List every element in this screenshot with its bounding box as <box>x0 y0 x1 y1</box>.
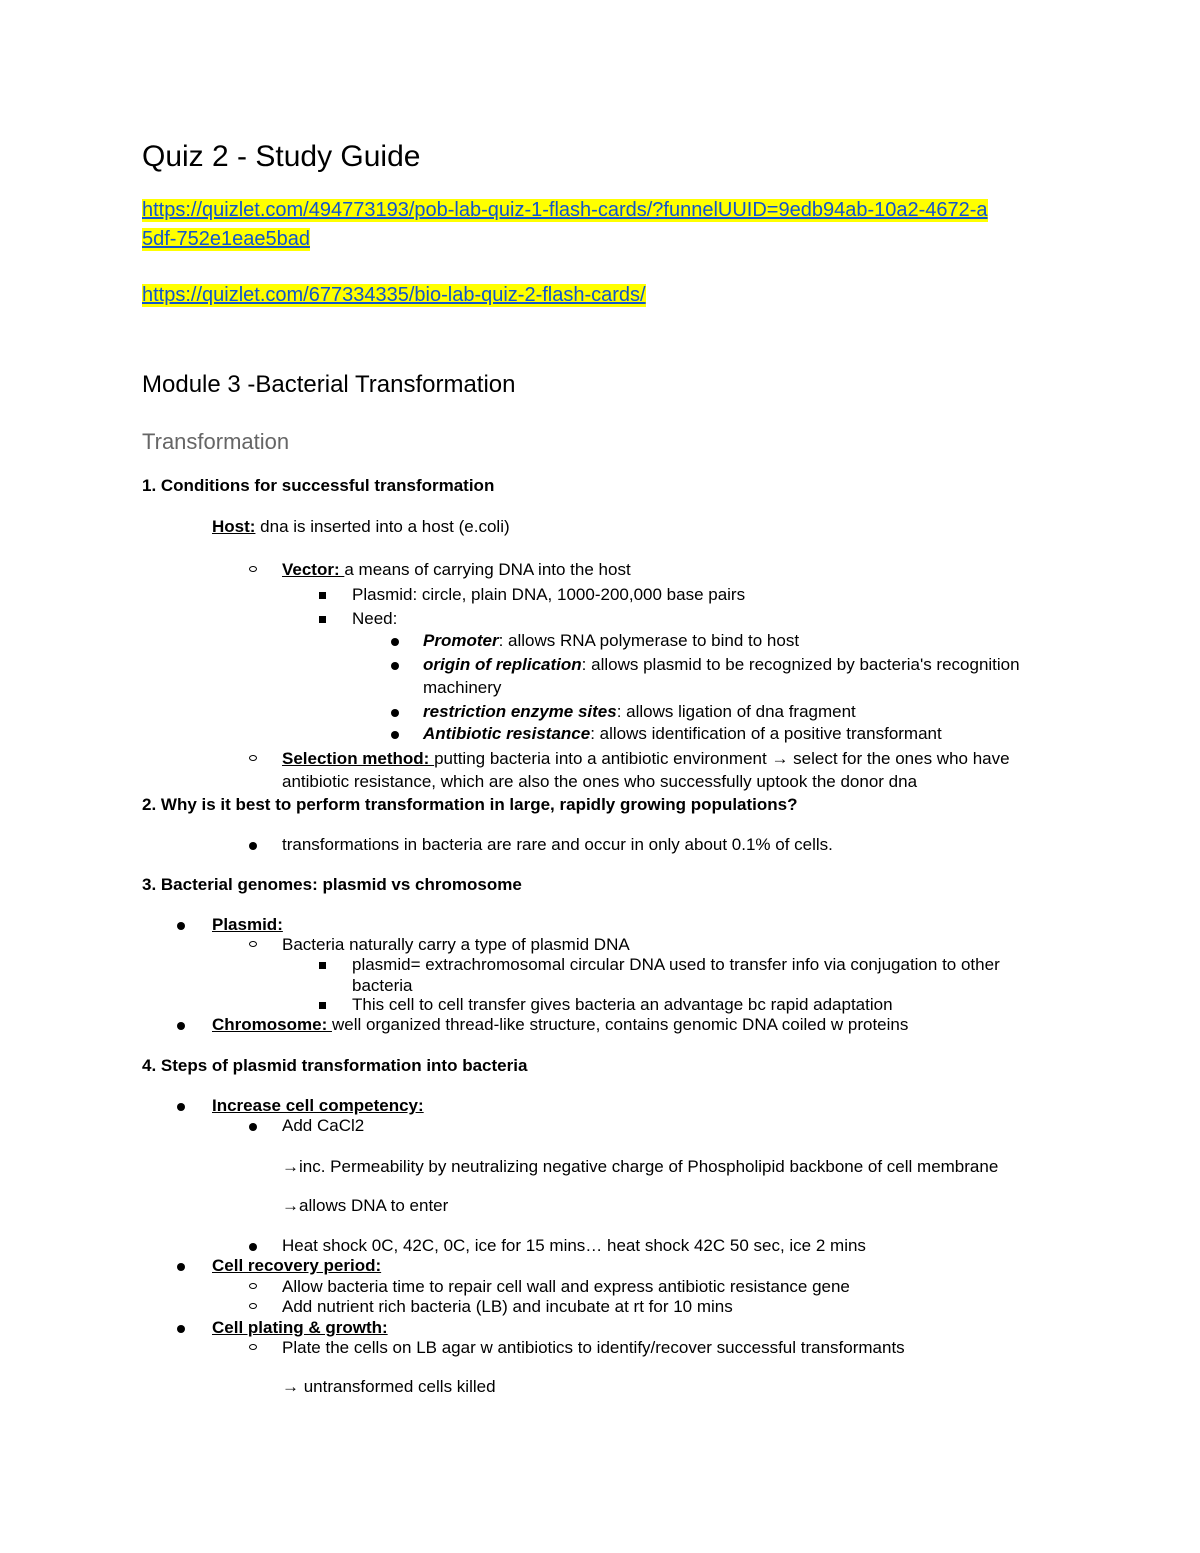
origin-text: : allows plasmid to be recognized by bacteria's recognition <box>581 655 1020 674</box>
bullet-icon <box>177 922 185 930</box>
plating-step-1: Plate the cells on LB agar w antibiotics to identify/recover successful transformants <box>282 1338 905 1357</box>
bullet-icon <box>177 1103 185 1111</box>
plating-heading: Cell plating & growth: <box>212 1318 388 1337</box>
origin-line <box>423 655 1020 675</box>
page-title: Quiz 2 - Study Guide <box>142 140 421 173</box>
bullet-icon <box>177 1022 185 1030</box>
promoter-text: : allows RNA polymerase to bind to host <box>498 631 800 650</box>
bullet-icon <box>391 709 399 717</box>
recovery-heading: Cell recovery period: <box>212 1256 382 1275</box>
host-line <box>212 517 510 537</box>
module-heading: Module 3 -Bacterial Transformation <box>142 371 516 398</box>
bullet-icon <box>177 1325 185 1333</box>
host-label: Host: <box>212 517 256 536</box>
recovery-step-1: Allow bacteria time to repair cell wall and express antibiotic resistance gene <box>282 1277 850 1296</box>
plasmid-definition-continued: bacteria <box>352 976 413 995</box>
question-2-heading: 2. Why is it best to perform transformation in large, rapidly growing populations? <box>142 795 798 814</box>
allows-dna-note: →allows DNA to enter <box>282 1196 449 1215</box>
plasmid-definition: plasmid= extrachromosomal circular DNA used to transfer info via conjugation to other <box>352 955 1000 974</box>
plasmid-advantage: This cell to cell transfer gives bacteria an advantage bc rapid adaptation <box>352 995 893 1014</box>
selection-label: Selection method: <box>282 749 435 768</box>
question-2-answer: transformations in bacteria are rare and occur in only about 0.1% of cells. <box>282 835 833 854</box>
vector-text: a means of carrying DNA into the host <box>344 560 631 579</box>
plasmid-sub: Bacteria naturally carry a type of plasmid DNA <box>282 935 630 954</box>
selection-text: putting bacteria into a antibiotic environment → select for the ones who have <box>434 749 1010 768</box>
square-bullet-icon <box>319 962 326 969</box>
hollow-bullet-icon <box>249 1344 257 1350</box>
chromosome-text: well organized thread-like structure, contains genomic DNA coiled w proteins <box>331 1015 909 1034</box>
vector-line <box>282 560 631 580</box>
promoter-line <box>423 631 799 651</box>
bullet-icon <box>249 1243 257 1251</box>
antibiotic-text: : allows identification of a positive transformant <box>590 724 942 743</box>
square-bullet-icon <box>319 592 326 599</box>
competency-heading: Increase cell competency: <box>212 1096 424 1115</box>
recovery-step-2: Add nutrient rich bacteria (LB) and incubate at rt for 10 mins <box>282 1297 733 1316</box>
chromosome-line <box>212 1015 908 1035</box>
square-bullet-icon <box>319 1002 326 1009</box>
restriction-line <box>423 702 856 722</box>
bullet-icon <box>391 638 399 646</box>
question-4-heading: 4. Steps of plasmid transformation into bacteria <box>142 1056 528 1075</box>
square-bullet-icon <box>319 616 326 623</box>
cacl2-step: Add CaCl2 <box>282 1116 365 1135</box>
plasmid-description: Plasmid: circle, plain DNA, 1000-200,000 base pairs <box>352 585 746 604</box>
quizlet-link-1[interactable]: https://quizlet.com/494773193/pob-lab-quiz-1-flash-cards/?funnelUUID=9edb94ab-10a2-4672-a <box>142 199 988 221</box>
hollow-bullet-icon <box>249 755 257 761</box>
heat-shock-step: Heat shock 0C, 42C, 0C, ice for 15 mins… heat shock 42C 50 sec, ice 2 mins <box>282 1236 866 1255</box>
quizlet-link-2[interactable]: https://quizlet.com/677334335/bio-lab-quiz-2-flash-cards/ <box>142 284 646 306</box>
antibiotic-line <box>423 724 942 744</box>
permeability-note: →inc. Permeability by neutralizing negative charge of Phospholipid backbone of cell membrane <box>282 1157 999 1176</box>
restriction-label: restriction enzyme sites <box>423 702 617 721</box>
antibiotic-label: Antibiotic resistance <box>423 724 591 743</box>
question-1-heading: 1. Conditions for successful transformation <box>142 476 495 495</box>
section-heading: Transformation <box>142 429 290 454</box>
chromosome-label: Chromosome: <box>212 1015 332 1034</box>
bullet-icon <box>177 1263 185 1271</box>
bullet-icon <box>391 662 399 670</box>
host-text: dna is inserted into a host (e.coli) <box>255 517 510 536</box>
hollow-bullet-icon <box>249 941 257 947</box>
untransformed-note: → untransformed cells killed <box>282 1377 496 1396</box>
plasmid-heading: Plasmid: <box>212 915 283 934</box>
quizlet-link-1-continued[interactable]: 5df-752e1eae5bad <box>142 228 310 250</box>
question-3-heading: 3. Bacterial genomes: plasmid vs chromosome <box>142 875 522 894</box>
bullet-icon <box>249 842 257 850</box>
hollow-bullet-icon <box>249 1283 257 1289</box>
promoter-label: Promoter <box>423 631 499 650</box>
hollow-bullet-icon <box>249 1303 257 1309</box>
bullet-icon <box>391 731 399 739</box>
vector-label: Vector: <box>282 560 345 579</box>
need-label: Need: <box>352 609 398 628</box>
origin-label: origin of replication <box>423 655 582 674</box>
origin-line-continued: machinery <box>423 678 502 697</box>
bullet-icon <box>249 1123 257 1131</box>
selection-line <box>282 749 1010 769</box>
restriction-text: : allows ligation of dna fragment <box>616 702 856 721</box>
selection-line-continued: antibiotic resistance, which are also the ones who successfully uptook the donor dna <box>282 772 918 791</box>
hollow-bullet-icon <box>249 566 257 572</box>
